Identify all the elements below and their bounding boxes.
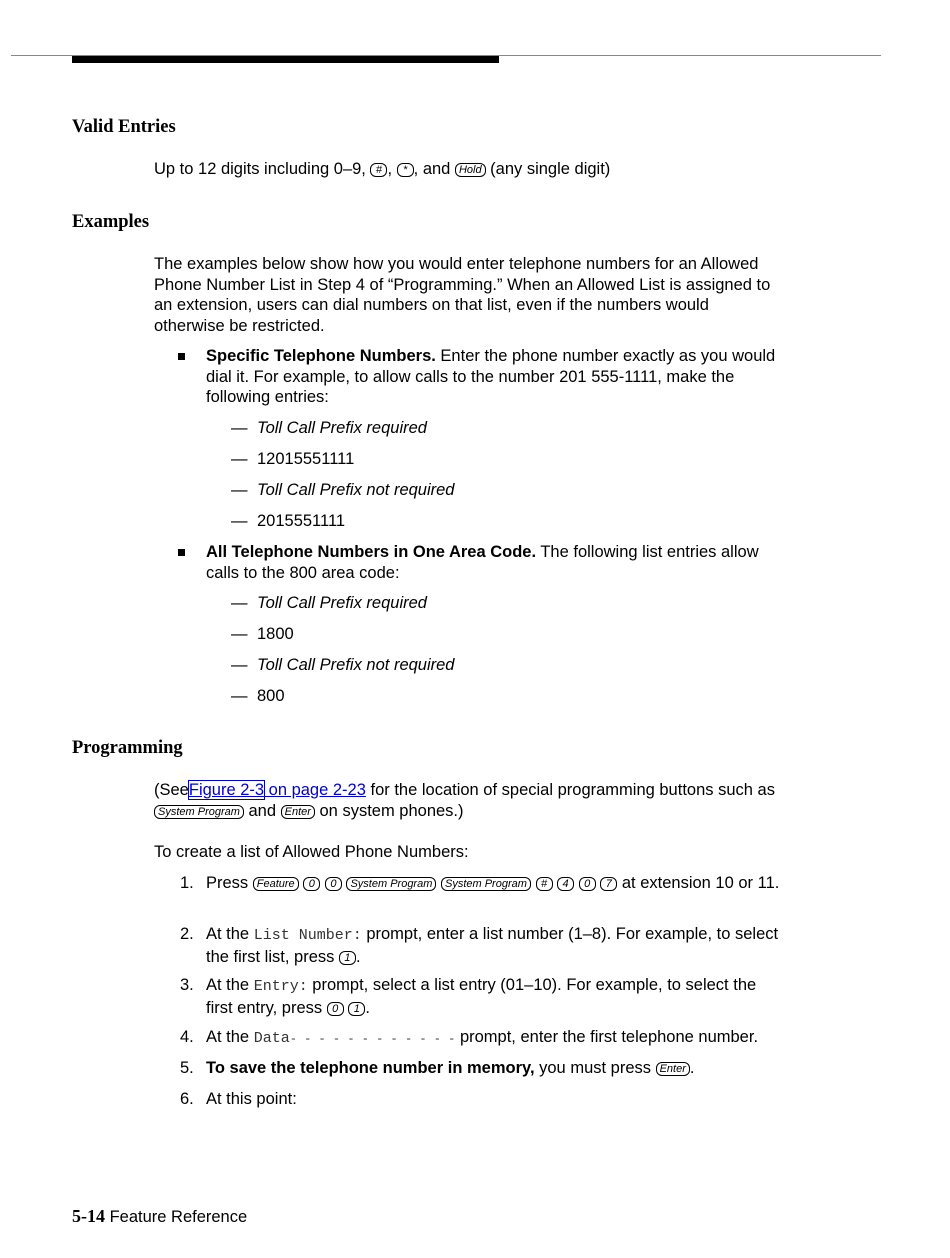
examples-heading: Examples — [72, 212, 150, 232]
key-digit: 0 — [303, 877, 320, 891]
key-digit: 1 — [348, 1002, 365, 1016]
programming-see-note: (SeeFigure 2-3 on page 2-23 for the location of special programming buttons such as System Program and Enter on system phones.) — [154, 781, 775, 820]
bullet-square-icon — [178, 353, 185, 360]
header-thick-rule — [72, 56, 499, 63]
examples-intro: The examples below show how you would enter telephone numbers for an Allowed Phone Number List in Step 4 of “Programming.” When an Allowed List is assigned to an extension, users can dial numbers on that list, even if the numbers would otherwise be restricted. — [154, 255, 771, 335]
step-3: 3. At the Entry: prompt, select a list entry (01–10). For example, to select the first entry, press 0 1 . — [180, 976, 757, 1017]
sub-item: — Toll Call Prefix required — [231, 594, 427, 612]
page-link[interactable]: on page 2-23 — [264, 781, 366, 799]
sub-item: — 1800 — [231, 625, 294, 643]
step-4: 4. At the Data- - - - - - - - - - - - prompt, enter the first telephone number. — [180, 1028, 759, 1047]
sub-item: — 12015551111 — [231, 450, 355, 468]
create-intro: To create a list of Allowed Phone Numbers: — [154, 843, 469, 861]
bullet-area-code: All Telephone Numbers in One Area Code. The following list entries allow calls to the 800 area code: — [178, 542, 778, 583]
step-5: 5. To save the telephone number in memory, you must press Enter . — [180, 1059, 695, 1077]
key-digit: 0 — [327, 1002, 344, 1016]
key-enter: Enter — [281, 805, 315, 819]
prompt-text: Entry: — [253, 978, 308, 995]
key-hold: Hold — [455, 163, 486, 177]
footer-title: Feature Reference — [105, 1208, 248, 1226]
step-1: 1. Press Feature 0 0 System Program System Program # 4 0 7 at extension 10 or 11. — [180, 874, 780, 892]
sub-item: — Toll Call Prefix not required — [231, 656, 455, 674]
step-6: 6. At this point: — [180, 1090, 297, 1108]
key-digit: 1 — [339, 951, 356, 965]
programming-heading: Programming — [72, 738, 183, 758]
figure-link[interactable]: Figure 2-3 — [188, 781, 265, 799]
key-system-program: System Program — [154, 805, 244, 819]
page-number: 5-14 — [72, 1206, 105, 1226]
valid-entries-text: Up to 12 digits including 0–9, # , * , and Hold (any single digit) — [154, 160, 611, 178]
key-system-program: System Program — [346, 877, 436, 891]
bullet-square-icon — [178, 549, 185, 556]
key-digit: 4 — [557, 877, 574, 891]
key-enter: Enter — [656, 1062, 690, 1076]
sub-item: — Toll Call Prefix not required — [231, 481, 455, 499]
key-feature: Feature — [253, 877, 299, 891]
key-pound: # — [370, 163, 387, 177]
prompt-text: Data — [253, 1030, 290, 1047]
key-digit: 0 — [325, 877, 342, 891]
key-star: * — [397, 163, 414, 177]
key-digit: 0 — [579, 877, 596, 891]
step-2: 2. At the List Number: prompt, enter a list number (1–8). For example, to select the first list, press 1 . — [180, 925, 779, 966]
key-digit: 7 — [600, 877, 617, 891]
sub-item: — 800 — [231, 687, 285, 705]
valid-entries-heading: Valid Entries — [72, 117, 176, 137]
page-footer — [72, 1206, 247, 1227]
sub-item: — Toll Call Prefix required — [231, 419, 427, 437]
bullet-specific-numbers: Specific Telephone Numbers. Enter the phone number exactly as you would dial it. For example, to allow calls to the number 201 555-1111, make the following entries: — [178, 346, 778, 408]
key-pound: # — [536, 877, 553, 891]
key-system-program: System Program — [441, 877, 531, 891]
sub-item: — 2015551111 — [231, 512, 346, 530]
prompt-text: List Number: — [253, 927, 362, 944]
